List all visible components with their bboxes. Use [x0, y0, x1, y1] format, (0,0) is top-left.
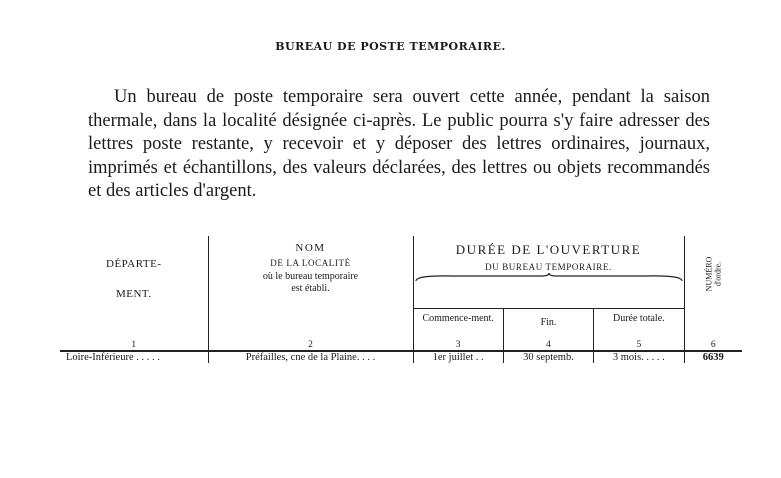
colnum-6: 6	[684, 340, 742, 351]
header-duree-totale: Durée totale.	[594, 308, 684, 340]
header-departement: DÉPARTE- MENT.	[106, 258, 162, 300]
colnum-1: 1	[131, 340, 137, 350]
header-commencement: Commence-ment.	[413, 308, 503, 340]
table-row	[60, 351, 742, 363]
notice-text: Un bureau de poste temporaire sera ouvert cette année, pendant la saison thermale, dans la localité désignée ci-après. Le public pourra s'y faire adresser des lettres poste restante, y recevoir et y déposer des lettres ordinaires, journaux, imprimés et échantillons, des valeurs déclarées, des lettres ou objets recommandés et des articles d'argent.	[88, 87, 710, 201]
cell-commencement: 1er juillet . .	[413, 351, 503, 363]
notice-paragraph	[88, 86, 710, 204]
cell-localite: Préfailles, cne de la Plaine. . . .	[208, 351, 413, 363]
colnum-2: 2	[208, 340, 413, 351]
cell-departement: Loire-Inférieure . . . . .	[60, 351, 208, 363]
cell-fin: 30 septemb.	[503, 351, 593, 363]
post-office-table	[60, 236, 742, 363]
numero-label: NUMÉRO d'ordre.	[704, 256, 723, 292]
header-numero	[684, 236, 742, 340]
cell-numero: 6639	[684, 351, 742, 363]
brace-icon	[414, 272, 684, 282]
header-duree-group: DURÉE DE L'OUVERTURE DU BUREAU TEMPORAIRE.	[413, 236, 684, 308]
cell-duree: 3 mois. . . . .	[594, 351, 684, 363]
colnum-3: 3	[413, 340, 503, 351]
header-localite: NOM DE LA LOCALITÉ où le bureau temporaire est établi.	[208, 236, 413, 340]
colnum-5: 5	[594, 340, 684, 351]
header-fin: Fin.	[503, 308, 593, 340]
page-title: BUREAU DE POSTE TEMPORAIRE.	[275, 40, 506, 53]
colnum-4: 4	[503, 340, 593, 351]
